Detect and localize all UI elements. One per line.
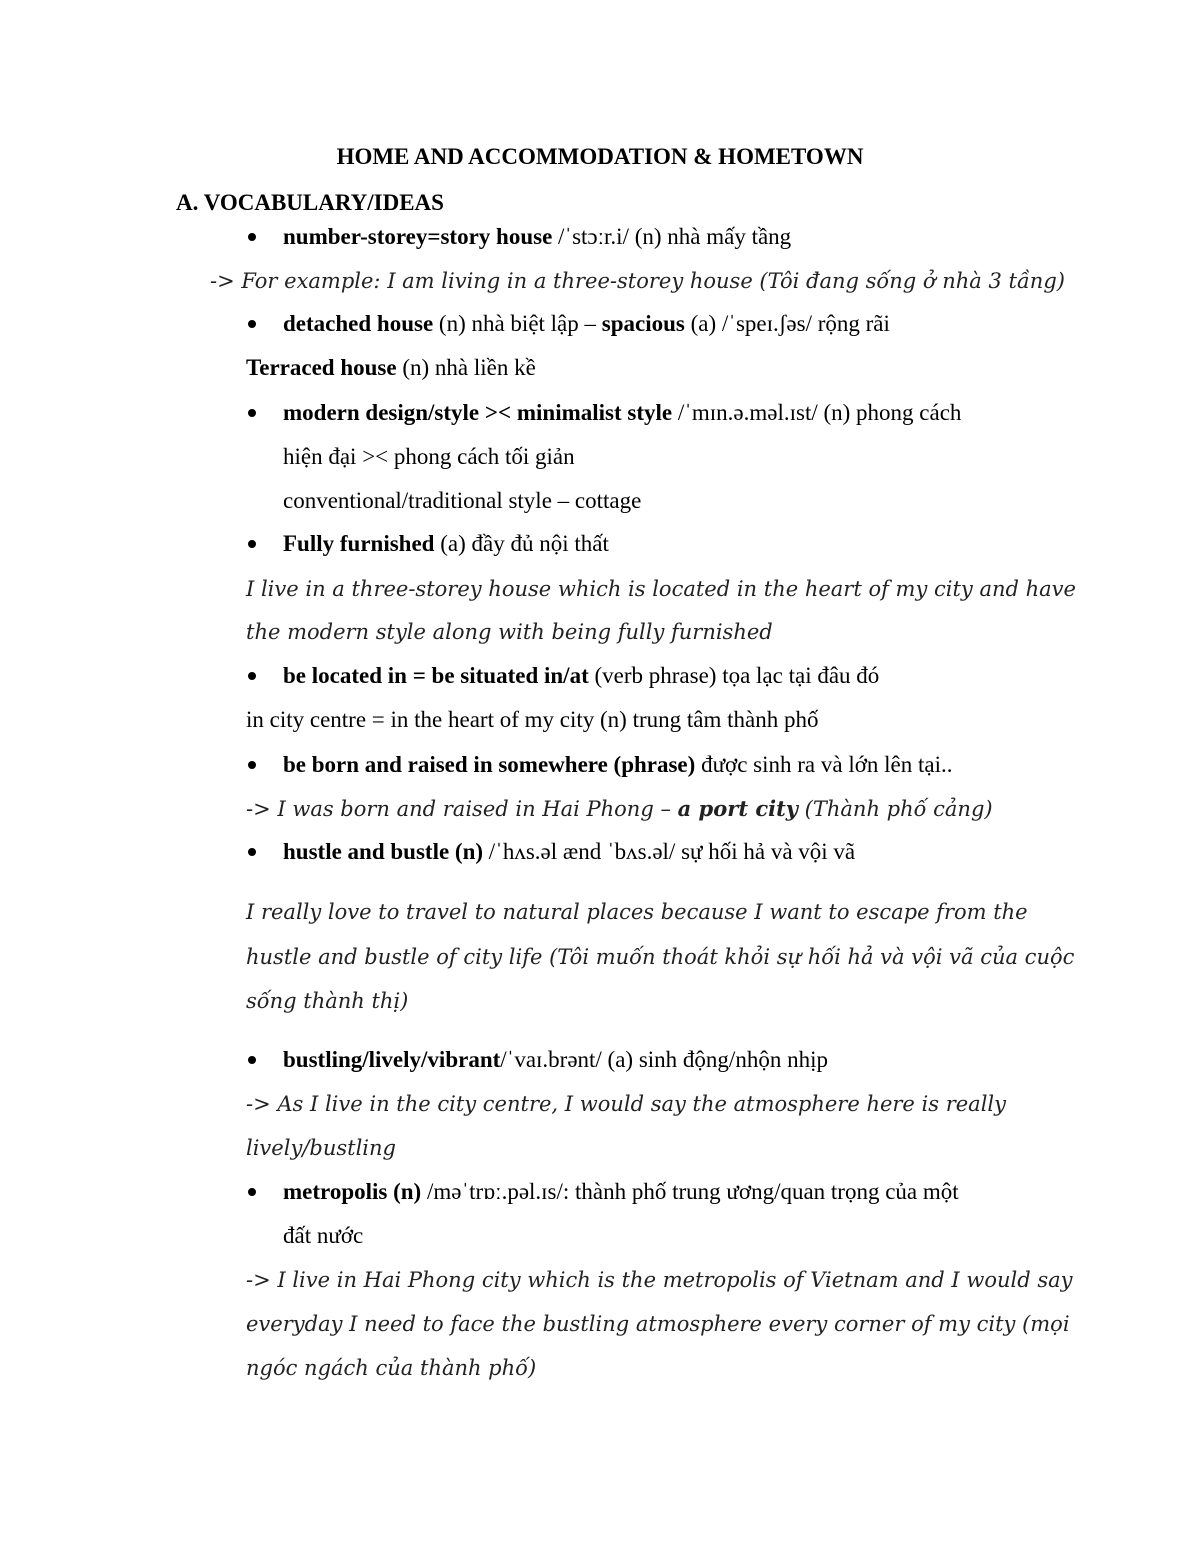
continuation-line: hiện đại >< phong cách tối giản — [283, 444, 575, 469]
example-line: I live in a three-storey house which is located in the heart of my city and have — [246, 577, 1076, 601]
bullet-item-born-and-raised — [283, 743, 952, 787]
example-line: lively/bustling — [246, 1136, 396, 1160]
example-emphasis: a port city — [677, 796, 798, 821]
example-line: -> I live in Hai Phong city which is the metropolis of Vietnam and I would say — [246, 1268, 1073, 1292]
definition: /ˈvaɪ.brənt/ (a) sinh động/nhộn nhịp — [500, 1047, 828, 1072]
example-text: (Thành phố cảng) — [798, 797, 993, 821]
continuation-line: conventional/traditional style – cottage — [283, 488, 642, 513]
example-line: the modern style along with being fully furnished — [246, 620, 773, 644]
term: bustling/lively/vibrant — [283, 1047, 501, 1072]
term: be located in = be situated in/at — [283, 663, 589, 688]
example-line: sống thành thị) — [246, 989, 409, 1013]
bullet-item-modern-design — [283, 391, 961, 435]
example-line: -> As I live in the city centre, I would say the atmosphere here is really — [246, 1092, 1006, 1116]
example-line: everyday I need to face the bustling atmosphere every corner of my city (mọi — [246, 1312, 1070, 1336]
term: be born and raised in somewhere (phrase) — [283, 752, 696, 777]
term: detached house — [283, 311, 434, 336]
bullet-item-hustle-and-bustle — [283, 830, 855, 874]
bullet-item-detached-house — [283, 302, 890, 346]
continuation-line: đất nước — [283, 1223, 364, 1248]
bullet-item-storey-house — [283, 215, 791, 259]
definition: (verb phrase) tọa lạc tại đâu đó — [588, 663, 880, 688]
definition: /ˈmɪn.ə.məl.ɪst/ (n) phong cách — [672, 400, 962, 425]
example-text: -> I was born and raised in Hai Phong – — [246, 797, 678, 821]
bullet-item-metropolis — [283, 1170, 959, 1214]
bullet-item-fully-furnished — [283, 522, 609, 566]
page-title: HOME AND ACCOMMODATION & HOMETOWN — [336, 144, 864, 169]
example-line: -> For example: I am living in a three-storey house (Tôi đang sống ở nhà 3 tầng) — [210, 269, 1065, 293]
term: metropolis (n) — [283, 1179, 422, 1204]
example-line: I really love to travel to natural places because I want to escape from the — [246, 900, 1028, 924]
definition: /ˈstɔːr.i/ (n) nhà mấy tầng — [552, 224, 792, 249]
definition: (a) đầy đủ nội thất — [434, 531, 609, 556]
term: Fully furnished — [283, 531, 435, 556]
vocab-line-city-centre: in city centre = in the heart of my city (n) trung tâm thành phố — [246, 707, 819, 732]
bullet-item-be-located — [283, 654, 879, 698]
definition: (n) nhà biệt lập – — [433, 311, 602, 336]
definition: /məˈtrɒː.pəl.ɪs/: thành phố trung ương/quan trọng của một — [421, 1179, 959, 1204]
term: number-storey=story house — [283, 224, 553, 249]
definition: (a) /ˈspeɪ.ʃəs/ rộng rãi — [684, 311, 890, 336]
term: spacious — [601, 311, 685, 336]
definition: (n) nhà liền kề — [396, 355, 536, 380]
vocab-line-terraced-house — [246, 346, 536, 390]
bullet-item-bustling — [283, 1038, 828, 1082]
example-line: hustle and bustle of city life (Tôi muốn thoát khỏi sự hối hả và vội vã của cuộc — [246, 945, 1075, 969]
definition: /ˈhʌs.əl ænd ˈbʌs.əl/ sự hối hả và vội vã — [483, 839, 856, 864]
section-heading: A. VOCABULARY/IDEAS — [176, 190, 444, 215]
term: modern design/style >< minimalist style — [283, 400, 673, 425]
definition: được sinh ra và lớn lên tại.. — [695, 752, 953, 777]
term: hustle and bustle (n) — [283, 839, 484, 864]
example-line: ngóc ngách của thành phố) — [246, 1356, 537, 1380]
example-line — [246, 787, 993, 831]
term: Terraced house — [246, 355, 397, 380]
